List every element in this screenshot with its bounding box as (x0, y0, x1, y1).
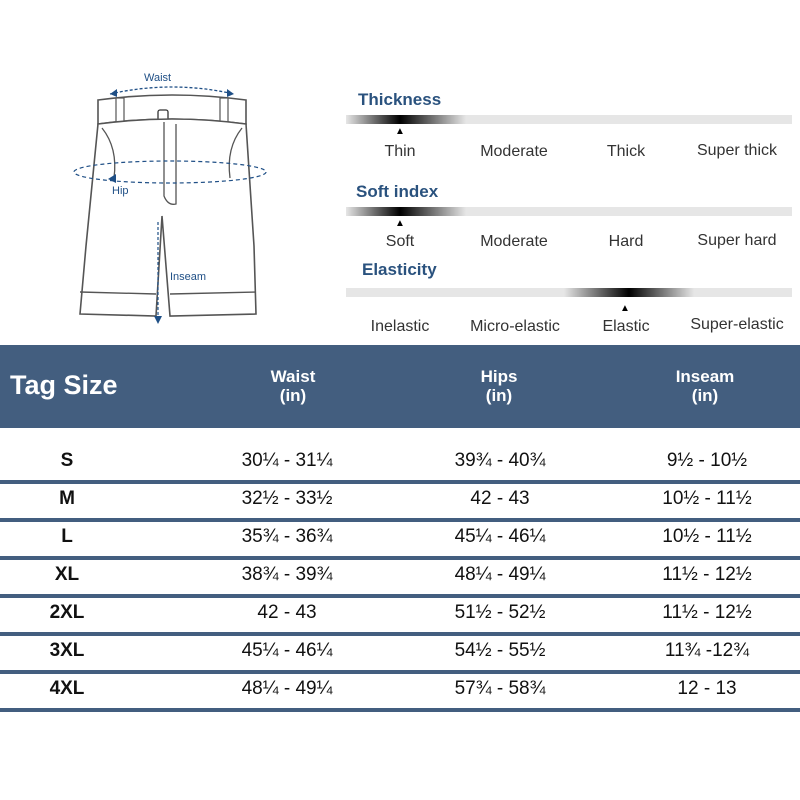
thickness-scale-bar (346, 115, 792, 124)
table-row (0, 446, 800, 484)
inseam-cell: 10½ - 11½ (662, 526, 752, 547)
thickness-option-thin: Thin (384, 143, 416, 160)
elasticity-option-micro-elastic: Micro-elastic (470, 318, 560, 335)
elasticity-option-super-elastic: Super-elastic (690, 316, 784, 333)
header-hips-label: Hips (480, 367, 518, 386)
hips-cell: 39¾ - 40¾ (454, 450, 546, 471)
table-row (0, 598, 800, 636)
elasticity-scale-bar (346, 288, 792, 297)
soft-index-scale-bar (346, 207, 792, 216)
hips-cell: 51½ - 52½ (454, 602, 546, 623)
header-inseam-label: Inseam (675, 367, 735, 386)
hips-cell: 48¼ - 49¼ (454, 564, 546, 585)
header-inseam (635, 367, 775, 405)
thickness-title: Thickness (358, 90, 442, 109)
inseam-cell: 12 - 13 (677, 678, 737, 699)
elasticity-title: Elasticity (362, 260, 437, 279)
soft-index-indicator-icon: ▲ (395, 218, 405, 229)
inseam-label: Inseam (170, 271, 207, 283)
table-row (0, 560, 800, 598)
header-waist-label: Waist (270, 367, 316, 386)
waist-cell: 45¼ - 46¼ (241, 640, 333, 661)
table-row (0, 674, 800, 712)
header-waist (223, 367, 363, 405)
size-cell: L (61, 526, 73, 547)
soft-option-super-hard: Super hard (697, 232, 777, 249)
waist-cell: 35¾ - 36¾ (241, 526, 333, 547)
header-waist-unit: (in) (279, 386, 307, 405)
thickness-option-moderate: Moderate (480, 143, 548, 160)
thickness-indicator-icon: ▲ (395, 126, 405, 137)
inseam-cell: 11¾ -12¾ (664, 640, 750, 661)
elasticity-indicator-icon: ▲ (620, 303, 630, 314)
waist-cell: 42 - 43 (257, 602, 317, 623)
soft-option-moderate: Moderate (480, 233, 548, 250)
hips-cell: 54½ - 55½ (454, 640, 546, 661)
table-row (0, 636, 800, 674)
elasticity-option-inelastic: Inelastic (370, 318, 430, 335)
thickness-option-super-thick: Super thick (696, 142, 778, 159)
shorts-body (80, 119, 256, 316)
waist-measure-arrow (110, 87, 234, 94)
thickness-option-thick: Thick (606, 143, 646, 160)
size-cell: M (59, 488, 75, 509)
hip-label: Hip (112, 185, 129, 197)
elasticity-option-elastic: Elastic (602, 318, 650, 335)
size-cell: S (60, 450, 74, 471)
soft-index-title: Soft index (356, 182, 439, 201)
soft-option-soft: Soft (385, 233, 415, 250)
shorts-measurement-diagram (72, 66, 272, 336)
waist-cell: 32½ - 33½ (241, 488, 333, 509)
header-tag-size: Tag Size (10, 370, 118, 400)
waist-cell: 48¼ - 49¼ (241, 678, 333, 699)
table-row (0, 484, 800, 522)
inseam-cell: 10½ - 11½ (662, 488, 752, 509)
soft-option-hard: Hard (608, 233, 644, 250)
inseam-cell: 11½ - 12½ (662, 602, 752, 623)
size-cell: 3XL (49, 640, 85, 661)
size-cell: 4XL (49, 678, 85, 699)
header-hips (429, 367, 569, 405)
inseam-cell: 11½ - 12½ (662, 564, 752, 585)
hips-cell: 45¼ - 46¼ (454, 526, 546, 547)
hips-cell: 57¾ - 58¾ (454, 678, 546, 699)
size-table-body (0, 446, 800, 712)
hips-cell: 42 - 43 (470, 488, 530, 509)
table-row (0, 522, 800, 560)
header-inseam-unit: (in) (691, 386, 719, 405)
waist-cell: 38¾ - 39¾ (241, 564, 333, 585)
inseam-cell: 9½ - 10½ (666, 450, 748, 471)
waist-cell: 30¼ - 31¼ (241, 450, 333, 471)
size-table-header (0, 345, 800, 428)
header-hips-unit: (in) (485, 386, 513, 405)
size-cell: XL (54, 564, 80, 585)
waist-label: Waist (144, 72, 172, 84)
size-cell: 2XL (49, 602, 85, 623)
